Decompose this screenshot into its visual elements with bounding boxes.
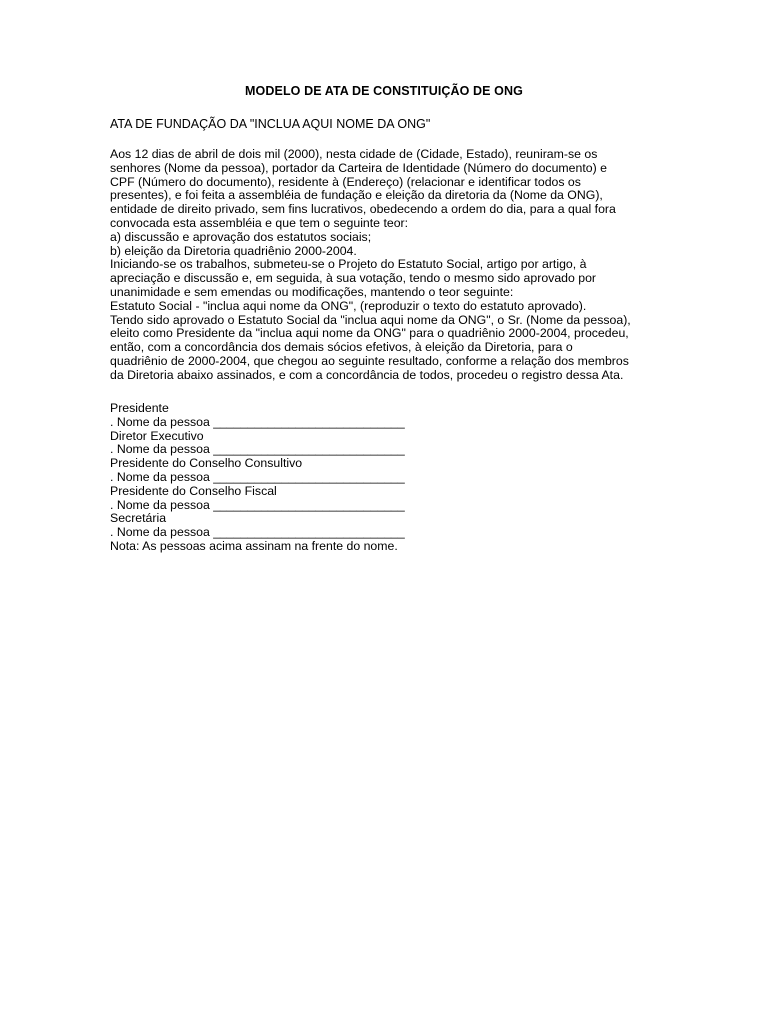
signature-line: . Nome da pessoa ____________________________: [110, 469, 405, 484]
body-line: quadriênio de 2000-2004, que chegou ao seguinte resultado, conforme a relação dos membros: [110, 353, 629, 368]
body-line: eleito como Presidente da "inclua aqui nome da ONG" para o quadriênio 2000-2004, procedeu,: [110, 326, 629, 341]
role-label-executive-director: Diretor Executivo: [110, 428, 204, 443]
body-paragraph: [110, 148, 670, 383]
document-subtitle: ATA DE FUNDAÇÃO DA "INCLUA AQUI NOME DA ONG": [110, 117, 431, 131]
body-line: senhores (Nome da pessoa), portador da Carteira de Identidade (Número do documento) e: [110, 160, 607, 175]
body-line: Tendo sido aprovado o Estatuto Social da "inclua aqui nome da ONG", o Sr. (Nome da pessoa),: [110, 312, 631, 327]
body-line: então, com a concordância dos demais sócios efetivos, à eleição da Diretoria, para o: [110, 340, 573, 355]
signature-note: Nota: As pessoas acima assinam na frente do nome.: [110, 538, 398, 553]
body-line: da Diretoria abaixo assinados, e com a concordância de todos, procedeu o registro dessa Ata.: [110, 367, 624, 382]
agenda-item-b: b) eleição da Diretoria quadriênio 2000-2004.: [110, 243, 357, 258]
signature-line: . Nome da pessoa ____________________________: [110, 414, 405, 429]
body-line: apreciação e discussão e, em seguida, à sua votação, tendo o mesmo sido aprovado por: [110, 271, 597, 286]
body-line: presentes), e foi feita a assembléia de fundação e eleição da diretoria da (Nome da ONG),: [110, 188, 603, 203]
body-line: convocada esta assembléia e que tem o seguinte teor:: [110, 215, 409, 230]
signature-line: . Nome da pessoa ____________________________: [110, 442, 405, 457]
signature-line: . Nome da pessoa ____________________________: [110, 497, 405, 512]
body-line: Estatuto Social - "inclua aqui nome da ONG", (reproduzir o texto do estatuto aprovado).: [110, 298, 587, 313]
agenda-item-a: a) discussão e aprovação dos estatutos sociais;: [110, 229, 372, 244]
signature-block: [110, 402, 670, 554]
body-line: entidade de direito privado, sem fins lucrativos, obedecendo a ordem do dia, para a qual fora: [110, 202, 616, 217]
body-line: CPF (Número do documento), residente à (Endereço) (relacionar e identificar todos os: [110, 174, 581, 189]
body-line: Aos 12 dias de abril de dois mil (2000), nesta cidade de (Cidade, Estado), reuniram-se os: [110, 147, 598, 161]
document-title: MODELO DE ATA DE CONSTITUIÇÃO DE ONG: [245, 84, 523, 98]
body-line: Iniciando-se os trabalhos, submeteu-se o Projeto do Estatuto Social, artigo por artigo, à: [110, 257, 587, 272]
body-line: unanimidade e sem emendas ou modificações, mantendo o teor seguinte:: [110, 284, 514, 299]
role-label-fiscal-council-president: Presidente do Conselho Fiscal: [110, 483, 277, 498]
signature-line: . Nome da pessoa ____________________________: [110, 525, 405, 540]
role-label-secretary: Secretária: [110, 511, 167, 526]
role-label-president: Presidente: [110, 401, 169, 415]
role-label-advisory-council-president: Presidente do Conselho Consultivo: [110, 456, 303, 471]
